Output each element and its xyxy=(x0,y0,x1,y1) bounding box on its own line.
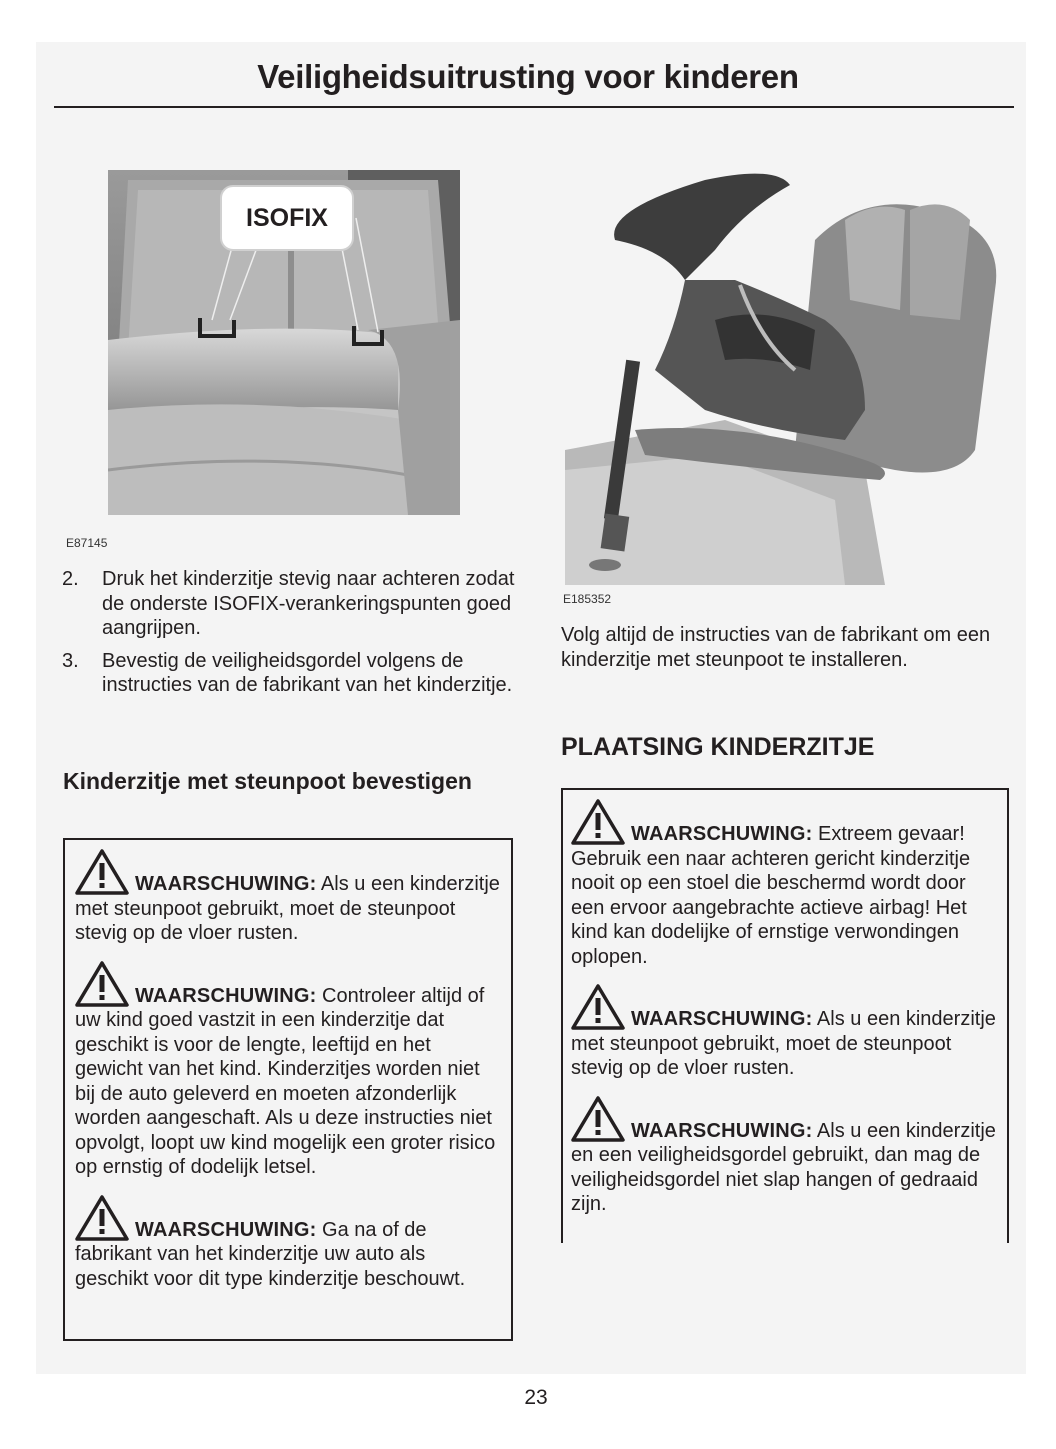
warning-label: WAARSCHUWING: xyxy=(135,1218,317,1241)
list-item xyxy=(62,649,522,698)
warning-label: WAARSCHUWING: xyxy=(631,823,813,845)
warning-block xyxy=(571,1095,997,1217)
isofix-figure xyxy=(108,170,460,515)
page-number: 23 xyxy=(524,1386,548,1409)
support-leg-figure-code: E185352 xyxy=(563,592,612,606)
title-divider xyxy=(54,106,1014,108)
warning-text: Extreem gevaar! Gebruik een naar achteren gericht kinderzitje nooit op een stoel die beschermd wordt door een ervoor aangebrachte actieve airbag! Het kind kan dodelijke of ernstige verwondingen oplopen. xyxy=(571,823,971,968)
warning-label: WAARSCHUWING: xyxy=(135,873,317,895)
list-item xyxy=(62,567,522,641)
warning-text: Controleer altijd of uw kind goed vastzit in een kinderzitje dat geschikt is voor de lengte, leeftijd en het gewicht van het kind. Kinderzitjes worden niet bij de auto geleverd en moeten afzonderlijk worden aangeschaft. Als u deze instructies niet opvolgt, loopt uw kind mogelijk een groter risico op ernstig of dodelijk letsel. xyxy=(75,984,496,1178)
warning-text: Ga na of de fabrikant van het kinderzitje uw auto als geschikt voor dit type kinderzitje beschouwt. xyxy=(75,1218,466,1290)
support-leg-figure xyxy=(565,170,1010,585)
warning-text: Als u een kinderzitje met steunpoot gebruikt, moet de steunpoot stevig op de vloer rusten. xyxy=(571,1008,996,1079)
isofix-figure-code: E87145 xyxy=(66,536,108,550)
placement-warning-box xyxy=(561,788,1009,1243)
warning-triangle-icon xyxy=(571,1095,625,1143)
warning-triangle-icon xyxy=(75,1194,129,1242)
warning-block xyxy=(571,798,997,969)
warning-label: WAARSCHUWING: xyxy=(135,984,317,1007)
warning-text: Als u een kinderzitje met steunpoot gebruikt, moet de steunpoot stevig op de vloer rusten. xyxy=(75,873,500,944)
warning-text: Als u een kinderzitje en een veiligheidsgordel gebruikt, dan mag de veiligheidsgordel niet slap hangen of gedraaid zijn. xyxy=(571,1119,996,1215)
step-text: Druk het kinderzitje stevig naar achteren zodat de onderste ISOFIX-verankeringspunten goed aangrijpen. xyxy=(102,568,515,639)
warning-label: WAARSCHUWING: xyxy=(631,1008,813,1030)
warning-triangle-icon xyxy=(571,983,625,1031)
warning-block xyxy=(75,848,501,946)
support-leg-warning-box xyxy=(63,838,513,1341)
step-text: Bevestig de veiligheidsgordel volgens de instructies van de fabrikant van het kinderzitje. xyxy=(102,649,513,696)
child-seat-support-leg-illustration xyxy=(565,170,1010,585)
warning-triangle-icon xyxy=(75,960,129,1008)
warning-triangle-icon xyxy=(75,848,129,896)
warning-block xyxy=(75,960,501,1180)
section-heading-placement: PLAATSING KINDERZITJE xyxy=(561,733,875,761)
installation-steps xyxy=(62,567,522,706)
support-leg-heading: Kinderzitje met steunpoot bevestigen xyxy=(63,768,472,794)
step-number: 3. xyxy=(62,649,79,672)
warning-triangle-icon xyxy=(571,798,625,846)
page-title: Veiligheidsuitrusting voor kinderen xyxy=(257,58,799,95)
isofix-callout-label: ISOFIX xyxy=(246,204,328,232)
warning-block xyxy=(571,983,997,1081)
warning-label: WAARSCHUWING: xyxy=(631,1119,813,1142)
step-number: 2. xyxy=(62,568,79,590)
support-leg-instruction: Volg altijd de instructies van de fabrikant om een kinderzitje met steunpoot te installeren. xyxy=(561,624,991,671)
warning-block xyxy=(75,1194,501,1292)
